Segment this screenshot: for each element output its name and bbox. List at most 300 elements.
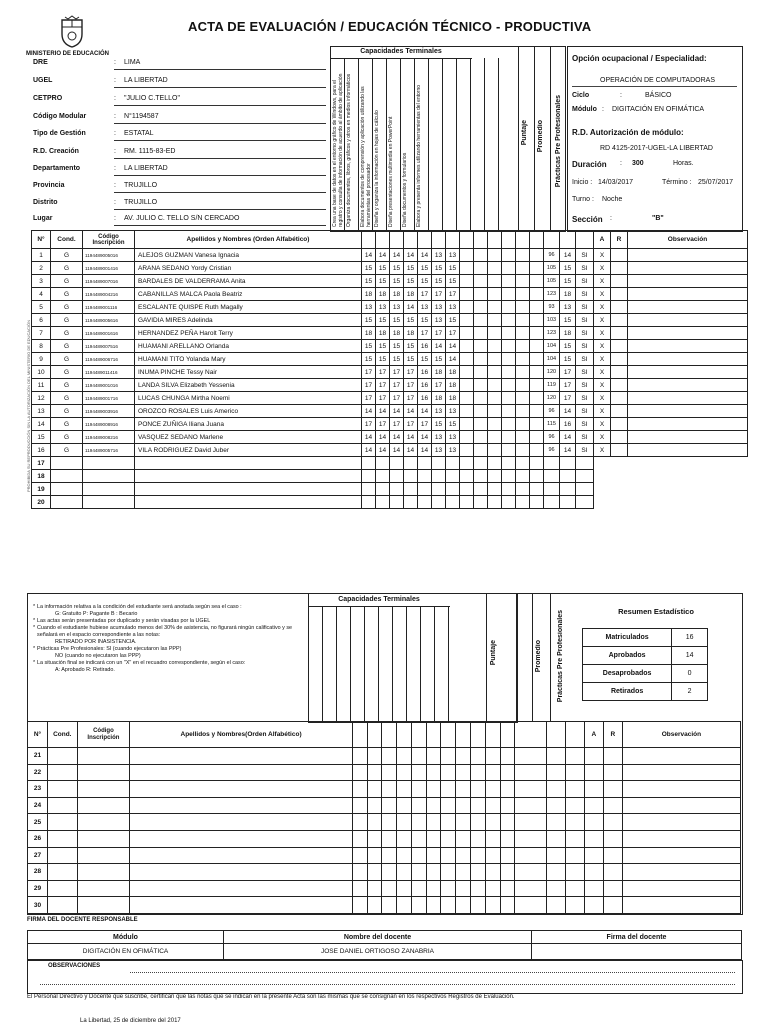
grade-cell: 16: [418, 366, 432, 379]
row-num: 8: [32, 340, 51, 353]
grade-cell: 17: [376, 392, 390, 405]
table-row: [32, 340, 748, 353]
grade-cell: 14: [362, 249, 376, 262]
grade-cell: 17: [376, 379, 390, 392]
grade-cell: 15: [418, 275, 432, 288]
table-row: 24: [28, 797, 741, 814]
firma-modulo-value: DIGITACIÓN EN OFIMÁTICA: [28, 944, 224, 960]
grade-cell: 15: [432, 353, 446, 366]
grade-cell: 13: [446, 431, 460, 444]
termino-label: Término :: [662, 179, 692, 186]
firma-modulo-header: Módulo: [28, 931, 224, 944]
table-row: [32, 405, 748, 418]
field-label: DRE: [33, 59, 48, 66]
fecha: La Libertad, 25 de diciembre del 2017: [80, 1018, 181, 1024]
grade-cell: 17: [418, 327, 432, 340]
row-num: 1: [32, 249, 51, 262]
row-promedio: 17: [560, 379, 576, 392]
row-ppp: SI: [576, 405, 594, 418]
modulo-value: DIGITACIÓN EN OFIMÁTICA: [612, 106, 705, 113]
grade-cell: 15: [446, 275, 460, 288]
footer-certification: El Personal Directivo y Docente que suscribe, certifican que las notas que se indican en la presente Acta son las mismas que se consignan en los respectivos Registros de Evaluación.: [27, 994, 515, 1000]
grade-cell: 18: [362, 288, 376, 301]
table-row: 21: [28, 748, 741, 765]
grade-cell: 14: [376, 405, 390, 418]
opcion-label: Opción ocupacional / Especialidad:: [572, 54, 707, 63]
header-nombre: Apellidos y Nombres (Orden Alfabético): [135, 231, 362, 249]
observaciones-box: [27, 960, 743, 994]
field-label: Distrito: [33, 199, 58, 206]
grade-cell: 13: [446, 249, 460, 262]
table-row: [32, 314, 748, 327]
termino-value: 25/07/2017: [698, 179, 734, 186]
field-label: Lugar: [33, 215, 53, 222]
field-value: RM. 1115-83-ED: [124, 148, 176, 155]
row-cond: G: [51, 444, 83, 457]
grade-cell: 15: [432, 418, 446, 431]
note-line: RETIRADO POR INASISTENCIA.: [55, 639, 137, 645]
grade-cell: 18: [362, 327, 376, 340]
row-ppp: SI: [576, 340, 594, 353]
header-obs-2: Observación: [622, 722, 740, 748]
grade-cell: 15: [362, 340, 376, 353]
grade-cell: 17: [404, 379, 418, 392]
row-num: 3: [32, 275, 51, 288]
capacidad-label: Diseña documentos y formularios: [402, 152, 408, 227]
row-a: X: [594, 275, 611, 288]
capacidades-title: Capacidades Terminales: [360, 48, 442, 55]
grade-cell: 14: [390, 249, 404, 262]
grade-cell: 14: [390, 444, 404, 457]
row-puntaje: 96: [544, 405, 560, 418]
row-name: VASQUEZ SEDANO Marlene: [135, 431, 362, 444]
firma-firma-header: Firma del docente: [532, 931, 742, 944]
grade-cell: 13: [376, 301, 390, 314]
grade-cell: 18: [446, 366, 460, 379]
grade-cell: 15: [362, 314, 376, 327]
row-promedio: 14: [560, 249, 576, 262]
row-name: ESCALANTE QUISPE Ruth Magally: [135, 301, 362, 314]
grade-cell: 15: [390, 314, 404, 327]
grade-cell: 17: [418, 288, 432, 301]
row-code: 1194489001616: [83, 327, 135, 340]
capacidad-label: Organiza documentos, libros, gráficos y otros en medios informáticos: [346, 73, 352, 227]
grade-cell: 15: [376, 314, 390, 327]
row-cond: G: [51, 262, 83, 275]
row-num: 2: [32, 262, 51, 275]
row-promedio: 18: [560, 327, 576, 340]
field-value: TRUJILLO: [124, 199, 158, 206]
inicio-value: 14/03/2017: [598, 179, 634, 186]
grade-cell: 18: [404, 288, 418, 301]
grade-cell: 15: [404, 340, 418, 353]
grade-cell: 14: [418, 444, 432, 457]
row-num: 5: [32, 301, 51, 314]
table-row: 22: [28, 764, 741, 781]
grade-cell: 17: [376, 418, 390, 431]
practicas-header: Prácticas Pre Profesionales: [555, 95, 562, 188]
table-row: [32, 366, 748, 379]
row-promedio: 16: [560, 418, 576, 431]
row-code: 1194489005016: [83, 249, 135, 262]
row-num: 7: [32, 327, 51, 340]
field-value: N°1194587: [124, 113, 159, 120]
turno-label: Turno :: [572, 196, 594, 203]
row-code: 1194489006716: [83, 353, 135, 366]
grade-cell: 17: [432, 288, 446, 301]
modulo-label: Módulo: [572, 106, 597, 113]
row-code: 1194489008216: [83, 431, 135, 444]
row-code: 1194489005616: [83, 314, 135, 327]
capacidad-label: Elabora documentos de comprensión y aplicación utilizando las herramientas del procesador: [360, 86, 372, 227]
row-num: 13: [32, 405, 51, 418]
grade-cell: 14: [418, 405, 432, 418]
grade-cell: 18: [390, 288, 404, 301]
row-cond: G: [51, 379, 83, 392]
row-name: BARDALES DE VALDERRAMA Anita: [135, 275, 362, 288]
resumen-label: Retirados: [583, 683, 672, 701]
grade-cell: 14: [446, 353, 460, 366]
table-row: [32, 353, 748, 366]
grades-table: [31, 230, 748, 509]
row-num: 12: [32, 392, 51, 405]
grade-cell: 14: [404, 249, 418, 262]
header-codigo: Código Inscripción: [83, 231, 135, 249]
header-r: R: [611, 231, 628, 249]
row-name: CABANILLAS MALCA Paola Beatriz: [135, 288, 362, 301]
grade-cell: 15: [376, 353, 390, 366]
resumen-value: 2: [672, 683, 708, 701]
row-num: 15: [32, 431, 51, 444]
row-name: HUAMANI ARELLANO Orlanda: [135, 340, 362, 353]
row-puntaje: 96: [544, 444, 560, 457]
header-num: N°: [32, 231, 51, 249]
grade-cell: 13: [432, 249, 446, 262]
grade-cell: 17: [446, 288, 460, 301]
row-puntaje: 104: [544, 353, 560, 366]
row-code: 1194489003916: [83, 405, 135, 418]
grade-cell: 13: [432, 431, 446, 444]
row-a: X: [594, 431, 611, 444]
table-row: [32, 379, 748, 392]
grade-cell: 14: [432, 340, 446, 353]
document-title: ACTA DE EVALUACIÓN / EDUCACIÓN TÉCNICO - PRODUCTIVA: [188, 19, 592, 34]
resumen-label: Matriculados: [583, 629, 672, 647]
grade-cell: 15: [404, 314, 418, 327]
resumen-value: 14: [672, 647, 708, 665]
grade-cell: 15: [390, 340, 404, 353]
resumen-label: Aprobados: [583, 647, 672, 665]
grade-cell: 18: [376, 327, 390, 340]
field-label: R.D. Creación: [33, 148, 79, 155]
grade-cell: 14: [390, 405, 404, 418]
row-name: VILA RODRIGUEZ David Juber: [135, 444, 362, 457]
capacidades-title-2: Capacidades Terminales: [338, 596, 420, 603]
row-promedio: 14: [560, 431, 576, 444]
field-value: ESTATAL: [124, 130, 154, 137]
row-code: 1194489004216: [83, 288, 135, 301]
row-cond: G: [51, 327, 83, 340]
grade-cell: 15: [432, 275, 446, 288]
row-ppp: SI: [576, 249, 594, 262]
table-row: 30: [28, 897, 741, 914]
row-ppp: SI: [576, 392, 594, 405]
grade-cell: 18: [432, 366, 446, 379]
row-puntaje: 103: [544, 314, 560, 327]
row-promedio: 13: [560, 301, 576, 314]
table-row: 23: [28, 781, 741, 798]
row-name: GAVIDIA MIRES Adelinda: [135, 314, 362, 327]
row-ppp: SI: [576, 431, 594, 444]
row-code: 1194489005716: [83, 444, 135, 457]
row-code: 1194489007516: [83, 340, 135, 353]
grade-cell: 14: [362, 431, 376, 444]
grade-cell: 17: [404, 392, 418, 405]
header-num-2: N°: [28, 722, 48, 748]
ciclo-value: BÁSICO: [645, 92, 672, 99]
row-promedio: 18: [560, 288, 576, 301]
grade-cell: 17: [404, 418, 418, 431]
grade-cell: 16: [418, 392, 432, 405]
right-info-box: [567, 46, 743, 232]
table-row: 25: [28, 814, 741, 831]
row-a: X: [594, 288, 611, 301]
grade-cell: 15: [376, 275, 390, 288]
puntaje-header: Puntaje: [521, 120, 528, 146]
header-codigo-2: Código Inscripción: [77, 722, 130, 748]
firma-nombre-value: JOSE DANIEL ORTIGOSO ZANABRIA: [224, 944, 532, 960]
firma-title: FIRMA DEL DOCENTE RESPONSABLE: [27, 917, 138, 923]
grade-cell: 17: [390, 392, 404, 405]
grade-cell: 13: [446, 444, 460, 457]
row-promedio: 14: [560, 444, 576, 457]
field-value: LIMA: [124, 59, 141, 66]
duracion-label: Duración: [572, 160, 607, 169]
field-value: AV. JULIO C. TELLO S/N CERCADO: [124, 215, 240, 222]
grade-cell: 15: [390, 275, 404, 288]
row-ppp: SI: [576, 314, 594, 327]
row-num: 6: [32, 314, 51, 327]
grades-table-2: [27, 721, 741, 914]
grade-cell: 15: [446, 418, 460, 431]
row-promedio: 15: [560, 275, 576, 288]
table-row: [32, 392, 748, 405]
row-ppp: SI: [576, 379, 594, 392]
row-ppp: SI: [576, 353, 594, 366]
row-cond: G: [51, 301, 83, 314]
note-line: * Cuando el estudiante hubiese acumulado menos del 30% de asistencia, no figurará ningún calificativo y se señalará en el espacio correspondiente a las notas:: [33, 625, 293, 638]
row-a: X: [594, 249, 611, 262]
row-promedio: 15: [560, 314, 576, 327]
row-puntaje: 119: [544, 379, 560, 392]
table-row: 29: [28, 880, 741, 897]
grade-cell: 13: [390, 301, 404, 314]
row-a: X: [594, 314, 611, 327]
ciclo-label: Ciclo: [572, 92, 590, 99]
note-line: * La información relativa a la condición del estudiante será anotada según sea el caso :: [33, 604, 242, 610]
duracion-value: 300: [632, 160, 644, 167]
underline: [572, 86, 737, 87]
grade-cell: 14: [404, 405, 418, 418]
grade-cell: 15: [362, 353, 376, 366]
row-cond: G: [51, 314, 83, 327]
row-a: X: [594, 366, 611, 379]
grade-cell: 17: [446, 327, 460, 340]
row-puntaje: 115: [544, 418, 560, 431]
promedio-header-2: Promedio: [535, 640, 542, 673]
row-puntaje: 123: [544, 288, 560, 301]
grade-cell: 17: [362, 379, 376, 392]
row-a: X: [594, 327, 611, 340]
row-promedio: 14: [560, 405, 576, 418]
grade-cell: 14: [376, 431, 390, 444]
row-num: 14: [32, 418, 51, 431]
row-ppp: SI: [576, 327, 594, 340]
row-ppp: SI: [576, 444, 594, 457]
observaciones-label: OBSERVACIONES: [48, 963, 101, 969]
grade-cell: 17: [418, 418, 432, 431]
grade-cell: 14: [404, 301, 418, 314]
table-row: 19: [32, 483, 748, 496]
row-name: HERNANDEZ PEÑA Harolt Terry: [135, 327, 362, 340]
table-row: [32, 418, 748, 431]
row-a: X: [594, 262, 611, 275]
grade-cell: 17: [404, 366, 418, 379]
grade-cell: 14: [404, 444, 418, 457]
table-row: [32, 262, 748, 275]
grade-cell: 15: [404, 262, 418, 275]
row-ppp: SI: [576, 366, 594, 379]
grade-cell: 14: [376, 444, 390, 457]
row-num: 10: [32, 366, 51, 379]
grade-cell: 17: [390, 418, 404, 431]
note-line: NO (cuando no ejecutaron las PPP): [55, 653, 141, 659]
row-promedio: 15: [560, 340, 576, 353]
grade-cell: 17: [362, 418, 376, 431]
row-name: PONCE ZUÑIGA Iliana Juana: [135, 418, 362, 431]
grade-cell: 16: [418, 340, 432, 353]
header-r-2: R: [603, 722, 622, 748]
table-row: 28: [28, 864, 741, 881]
row-num: 9: [32, 353, 51, 366]
capacidad-label: Diseña y organiza la información en hojas de cálculo: [374, 110, 380, 227]
seccion-label: Sección: [572, 215, 603, 224]
header-cond: Cond.: [51, 231, 83, 249]
grade-cell: 17: [376, 366, 390, 379]
row-a: X: [594, 392, 611, 405]
row-cond: G: [51, 275, 83, 288]
resumen-label: Desaprobados: [583, 665, 672, 683]
field-value: LA LIBERTAD: [124, 77, 168, 84]
grade-cell: 15: [376, 340, 390, 353]
row-puntaje: 123: [544, 327, 560, 340]
grade-cell: 15: [362, 275, 376, 288]
resumen-value: 0: [672, 665, 708, 683]
table-row: [32, 288, 748, 301]
grade-cell: 15: [404, 275, 418, 288]
table-row: [32, 301, 748, 314]
note-line: A: Aprobado R: Retirado.: [55, 667, 115, 673]
seccion-value: "B": [652, 215, 664, 222]
inicio-label: Inicio :: [572, 179, 593, 186]
grade-cell: 18: [376, 288, 390, 301]
row-code: 1194489001416: [83, 262, 135, 275]
capacidad-label: Diseña presentaciones multimedia en PowerPoint: [388, 116, 394, 227]
grade-cell: 18: [446, 392, 460, 405]
field-value: "JULIO C.TELLO": [124, 95, 180, 102]
row-promedio: 17: [560, 392, 576, 405]
field-label: CETPRO: [33, 95, 63, 102]
grade-cell: 18: [446, 379, 460, 392]
rd-value: RD 4125-2017-UGEL-LA LIBERTAD: [600, 145, 713, 152]
promedio-header: Promedio: [537, 120, 544, 153]
divider: [330, 58, 472, 59]
row-num: 16: [32, 444, 51, 457]
grade-cell: 13: [432, 405, 446, 418]
row-num: 4: [32, 288, 51, 301]
row-ppp: SI: [576, 262, 594, 275]
field-label: Código Modular: [33, 113, 87, 120]
row-code: 1194489007016: [83, 275, 135, 288]
grade-cell: 13: [362, 301, 376, 314]
opcion-value: OPERACIÓN DE COMPUTADORAS: [600, 77, 715, 84]
row-cond: G: [51, 405, 83, 418]
grade-cell: 13: [446, 301, 460, 314]
field-label: Departamento: [33, 165, 81, 172]
turno-value: Noche: [602, 196, 623, 203]
resumen-table: [582, 628, 708, 701]
grade-cell: 17: [432, 379, 446, 392]
notes: [33, 604, 308, 674]
row-ppp: SI: [576, 418, 594, 431]
puntaje-header-2: Puntaje: [490, 640, 497, 666]
header-a: A: [594, 231, 611, 249]
header-cond-2: Cond.: [48, 722, 78, 748]
grade-cell: 15: [362, 262, 376, 275]
grade-cell: 17: [362, 392, 376, 405]
field-value: LA LIBERTAD: [124, 165, 168, 172]
row-name: ALEJOS GUZMAN Vanesa Ignacia: [135, 249, 362, 262]
row-promedio: 15: [560, 353, 576, 366]
table-row: [32, 275, 748, 288]
grade-cell: 14: [362, 444, 376, 457]
row-ppp: SI: [576, 301, 594, 314]
table-row: [32, 327, 748, 340]
grade-cell: 15: [390, 353, 404, 366]
row-code: 1194489008916: [83, 418, 135, 431]
header-nombre-2: Apellidos y Nombres(Orden Alfabético): [130, 722, 353, 748]
row-name: ARANA SEDANO Yordy Cristian: [135, 262, 362, 275]
grade-cell: 17: [390, 366, 404, 379]
grade-cell: 14: [418, 249, 432, 262]
field-value: TRUJILLO: [124, 182, 158, 189]
resumen-title: Resumen Estadístico: [618, 607, 694, 616]
grade-cell: 13: [432, 444, 446, 457]
grade-cell: 13: [432, 301, 446, 314]
row-cond: G: [51, 249, 83, 262]
table-row: [32, 444, 748, 457]
grade-cell: 18: [404, 327, 418, 340]
grade-cell: 14: [404, 431, 418, 444]
grade-cell: 15: [404, 353, 418, 366]
row-promedio: 17: [560, 366, 576, 379]
row-puntaje: 93: [544, 301, 560, 314]
row-code: 1194489011416: [83, 366, 135, 379]
side-stamp-text: PROHIBIDA SU REPRODUCCIÓN SIN LA AUTORIZACIÓN DEL MINISTERIO DE EDUCACIÓN: [26, 320, 31, 493]
grade-cell: 15: [446, 314, 460, 327]
row-cond: G: [51, 431, 83, 444]
row-a: X: [594, 353, 611, 366]
